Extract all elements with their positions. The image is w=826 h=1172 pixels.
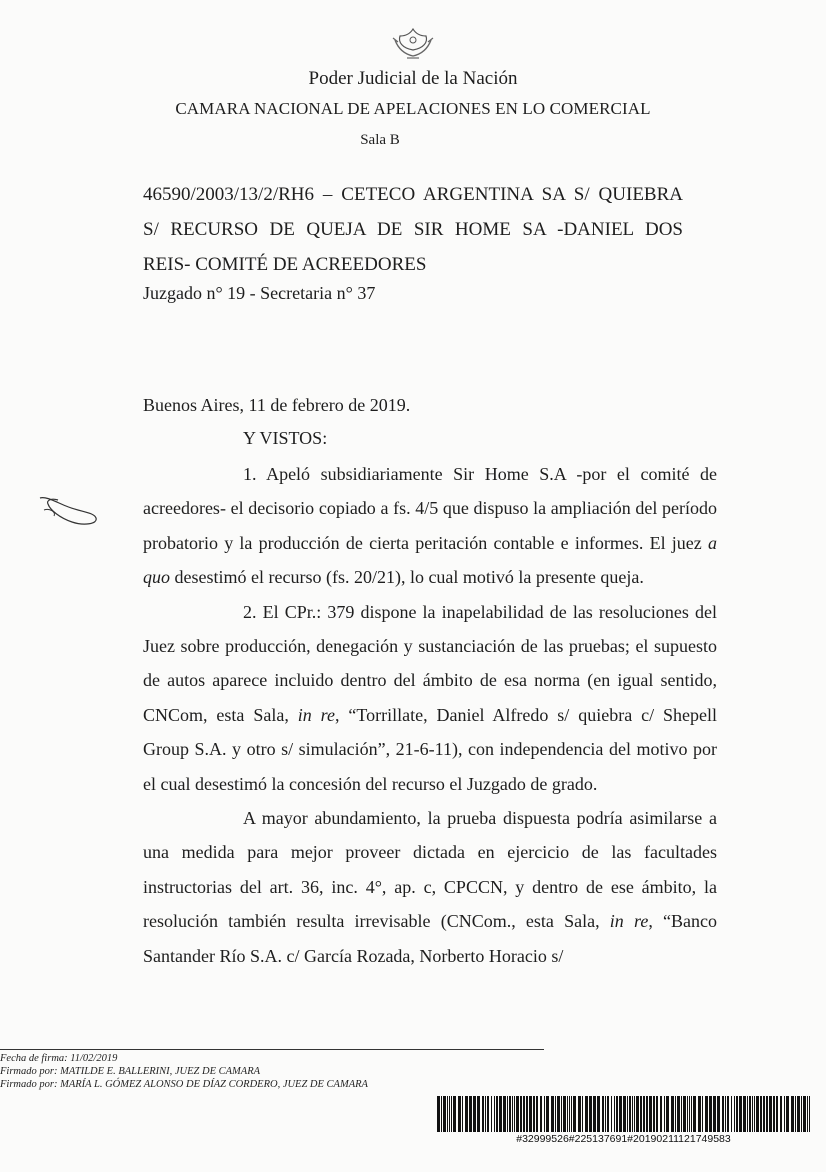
barcode-bar: [465, 1096, 468, 1132]
barcode-bar: [582, 1096, 583, 1132]
barcode-bar: [443, 1096, 446, 1132]
barcode-bar: [629, 1096, 631, 1132]
barcode-bar: [573, 1096, 576, 1132]
barcode-bar: [634, 1096, 635, 1132]
barcode-bar: [691, 1096, 692, 1132]
barcode-bar: [766, 1096, 768, 1132]
barcode-bar: [683, 1096, 686, 1132]
barcode-bar: [551, 1096, 554, 1132]
barcode-bar: [441, 1096, 442, 1132]
barcode-bar: [437, 1096, 440, 1132]
paragraph-2: 2. El CPr.: 379 dispone la inapelabilidad de las resoluciones del Juez sobre producción, denegación y sustanciación de las pruebas; el supuesto de autos aparece incluido dentro del ámbito de esa norma (en igual sentido, CNCom, esta Sala, in re, “Torrillate, Daniel Alfredo s/ quiebra c/ Shepell Group S.A. y otro s/ simulación”, 21-6-11), con independencia del motivo por el cual desestimó la concesión del recurso el Juzgado de grado.: [143, 601, 718, 794]
barcode-bar: [734, 1096, 735, 1132]
barcode-number: #32999526#225137691#20190211121749583: [516, 1133, 731, 1145]
barcode-bar: [529, 1096, 532, 1132]
barcode-bar: [725, 1096, 726, 1132]
barcode-bar: [776, 1096, 778, 1132]
barcode-bar: [555, 1096, 556, 1132]
barcode-bar: [727, 1096, 729, 1132]
barcode-bar: [507, 1096, 508, 1132]
barcode-bar: [795, 1096, 796, 1132]
barcode-bar: [509, 1096, 511, 1132]
barcode-bar: [743, 1096, 746, 1132]
barcode-bar: [611, 1096, 612, 1132]
barcode-bar: [702, 1096, 703, 1132]
barcode-bar: [643, 1096, 645, 1132]
signature-judge-1: Firmado por: MATILDE E. BALLERINI, JUEZ DE CAMARA: [0, 1066, 261, 1077]
case-title-line-3: REIS- COMITÉ DE ACREEDORES: [143, 254, 427, 275]
court-secretaria: Juzgado n° 19 - Secretaria n° 37: [143, 283, 376, 303]
barcode-bar: [578, 1096, 581, 1132]
case-title: [143, 177, 683, 282]
barcode-bar: [516, 1096, 519, 1132]
barcode-bar: [614, 1096, 615, 1132]
barcode-bar: [563, 1096, 566, 1132]
barcode-bar: [569, 1096, 570, 1132]
barcode-bar: [709, 1096, 712, 1132]
barcode-bar: [760, 1096, 762, 1132]
barcode-bar: [671, 1096, 674, 1132]
barcode-bar: [458, 1096, 461, 1132]
barcode-bar: [485, 1096, 486, 1132]
barcode-bar: [482, 1096, 484, 1132]
barcode-bar: [536, 1096, 538, 1132]
barcode-bar: [803, 1096, 806, 1132]
barcode-bar: [544, 1096, 545, 1132]
barcode-bar: [589, 1096, 592, 1132]
barcode-bar: [653, 1096, 655, 1132]
barcode-bar: [656, 1096, 658, 1132]
barcode-bar: [705, 1096, 708, 1132]
barcode-bar: [451, 1096, 452, 1132]
barcode-bar: [675, 1096, 676, 1132]
barcode-bar: [597, 1096, 600, 1132]
barcode-bar: [636, 1096, 639, 1132]
signature-divider: [0, 1049, 544, 1050]
barcode-bar: [520, 1096, 522, 1132]
barcode-bar: [477, 1096, 480, 1132]
barcode-bar: [526, 1096, 528, 1132]
barcode-bar: [487, 1096, 489, 1132]
barcode-bar: [769, 1096, 772, 1132]
barcode-bar: [499, 1096, 502, 1132]
barcode-bar: [533, 1096, 535, 1132]
barcode-bar: [512, 1096, 513, 1132]
barcode-bar: [453, 1096, 456, 1132]
barcode-bar: [752, 1096, 753, 1132]
paragraph-3: A mayor abundamiento, la prueba dispuesta podría asimilarse a una medida para mejor proveer dictada en ejercicio de las facultades instructorias del art. 36, inc. 4°, ap. c, CPCCN, y dentro de ese ámbito, la resolución también resulta irrevisable (CNCom., esta Sala, in re, “Banco Santander Río S.A. c/ García Rozada, Norberto Horacio s/: [143, 808, 718, 966]
barcode-bar: [462, 1096, 463, 1132]
handwritten-initial-mark: [36, 490, 100, 528]
barcode-bar: [627, 1096, 628, 1132]
vistos-heading: Y VISTOS:: [243, 428, 328, 448]
document-barcode: [437, 1096, 810, 1132]
barcode-bar: [546, 1096, 549, 1132]
barcode-bar: [731, 1096, 732, 1132]
barcode-bar: [807, 1096, 808, 1132]
barcode-bar: [623, 1096, 626, 1132]
barcode-bar: [605, 1096, 606, 1132]
barcode-bar: [540, 1096, 542, 1132]
barcode-bar: [756, 1096, 759, 1132]
case-title-line-2: S/ RECURSO DE QUEJA DE SIR HOME SA -DANIEL DOS: [143, 219, 683, 240]
coat-of-arms-seal: [390, 26, 436, 60]
barcode-bar: [585, 1096, 588, 1132]
barcode-bar: [602, 1096, 604, 1132]
barcode-bar: [649, 1096, 652, 1132]
court-header-title: Poder Judicial de la Nación: [308, 68, 518, 89]
barcode-bar: [571, 1096, 572, 1132]
barcode-bar: [754, 1096, 755, 1132]
barcode-bar: [763, 1096, 765, 1132]
case-title-line-1: 46590/2003/13/2/RH6 – CETECO ARGENTINA SA S/ QUIEBRA: [143, 184, 683, 205]
barcode-bar: [736, 1096, 738, 1132]
barcode-bar: [664, 1096, 665, 1132]
barcode-bar: [717, 1096, 720, 1132]
barcode-bar: [619, 1096, 622, 1132]
barcode-bar: [514, 1096, 515, 1132]
barcode-bar: [491, 1096, 492, 1132]
barcode-bar: [449, 1096, 450, 1132]
barcode-bar: [557, 1096, 560, 1132]
barcode-bar: [616, 1096, 618, 1132]
barcode-bar: [660, 1096, 662, 1132]
barcode-bar: [677, 1096, 680, 1132]
court-header-chamber: CAMARA NACIONAL DE APELACIONES EN LO COMERCIAL: [175, 99, 651, 118]
signature-judge-2: Firmado por: MARÍA L. GÓMEZ ALONSO DE DÍAZ CORDERO, JUEZ DE CAMARA: [0, 1079, 368, 1090]
barcode-bar: [503, 1096, 506, 1132]
barcode-bar: [607, 1096, 609, 1132]
barcode-bar: [687, 1096, 688, 1132]
barcode-bar: [749, 1096, 751, 1132]
barcode-bar: [447, 1096, 448, 1132]
barcode-bar: [784, 1096, 785, 1132]
barcode-bar: [666, 1096, 669, 1132]
barcode-bar: [567, 1096, 568, 1132]
barcode-bar: [722, 1096, 724, 1132]
barcode-bar: [473, 1096, 476, 1132]
barcode-bar: [797, 1096, 800, 1132]
ruling-body: [143, 457, 717, 973]
barcode-bar: [693, 1096, 696, 1132]
signature-date: Fecha de firma: 11/02/2019: [0, 1053, 118, 1064]
barcode-bar: [523, 1096, 525, 1132]
barcode-bar: [780, 1096, 782, 1132]
barcode-bar: [469, 1096, 472, 1132]
barcode-bar: [640, 1096, 642, 1132]
barcode-bar: [791, 1096, 794, 1132]
barcode-bar: [681, 1096, 682, 1132]
barcode-bar: [646, 1096, 648, 1132]
barcode-bar: [713, 1096, 716, 1132]
barcode-bar: [773, 1096, 775, 1132]
barcode-bar: [786, 1096, 789, 1132]
barcode-bar: [494, 1096, 495, 1132]
barcode-bar: [496, 1096, 498, 1132]
barcode-bar: [561, 1096, 562, 1132]
barcode-bar: [632, 1096, 633, 1132]
barcode-bar: [809, 1096, 810, 1132]
barcode-bar: [593, 1096, 596, 1132]
document-date: Buenos Aires, 11 de febrero de 2019.: [143, 395, 411, 415]
barcode-bar: [747, 1096, 748, 1132]
paragraph-1: 1. Apeló subsidiariamente Sir Home S.A -por el comité de acreedores- el decisorio copiado a fs. 4/5 que dispuso la ampliación del período probatorio y la producción de cierta peritación contable e informes. El juez a quo desestimó el recurso (fs. 20/21), lo cual motivó la presente queja.: [143, 464, 717, 588]
barcode-bar: [689, 1096, 690, 1132]
barcode-bar: [739, 1096, 742, 1132]
barcode-bar: [698, 1096, 701, 1132]
court-header-sala: Sala B: [360, 132, 400, 148]
barcode-bar: [801, 1096, 802, 1132]
